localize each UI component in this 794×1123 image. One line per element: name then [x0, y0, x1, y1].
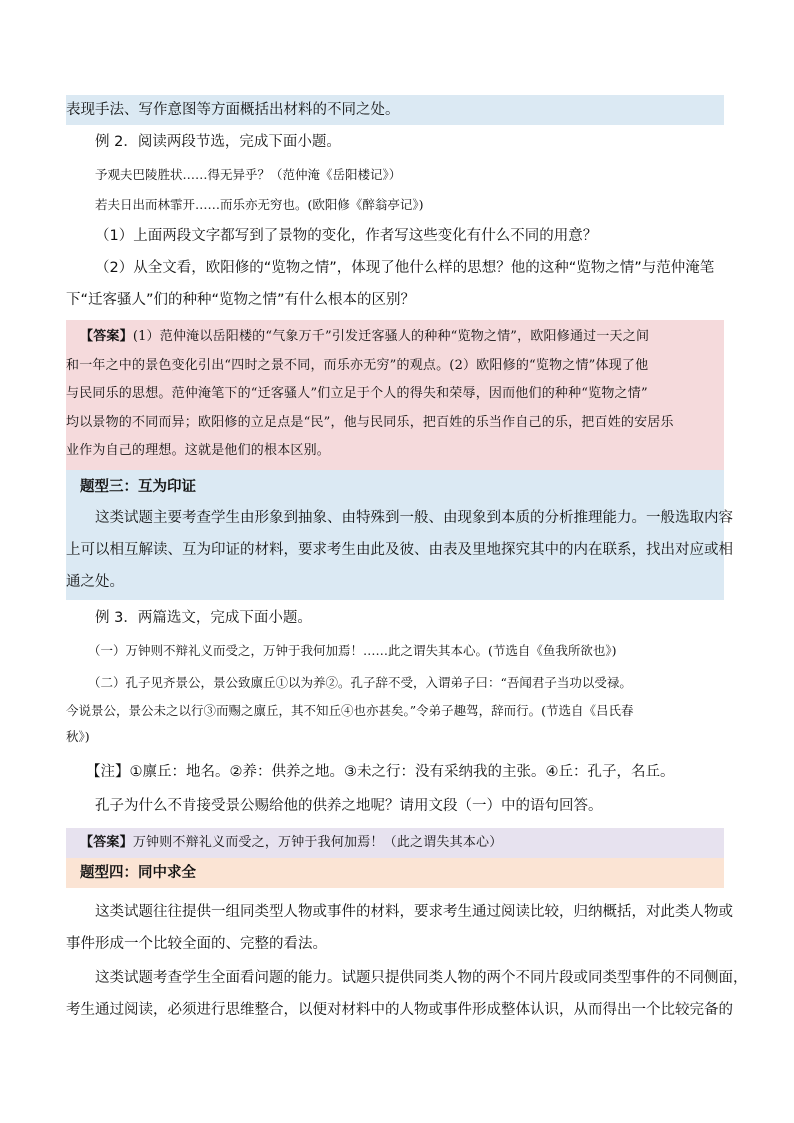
example-3-text-2-line-2: 今说景公，景公未之以行③而赐之廪丘，其不知丘④也亦甚矣。”令弟子趣驾，辞而行。(节选自《吕氏春 — [66, 702, 634, 718]
type-4-para-1-line-1: 这类试题往往提供一组同类型人物或事件的材料，要求考生通过阅读比较，归纳概括，对此类人物或 — [95, 903, 733, 920]
type-4-para-2-line-1: 这类试题考查学生全面看问题的能力。试题只提供同类人物的两个不同片段或同类型事件的不同侧面， — [95, 969, 748, 986]
answer-2-line-4: 均以景物的不同而异；欧阳修的立足点是“民”，他与民同乐，把百姓的乐当作自己的乐，把百姓的安居乐 — [66, 414, 674, 430]
example-3-text-2-line-3: 秋》) — [66, 728, 90, 744]
type-3-block — [66, 470, 733, 600]
intro-line: 表现手法、写作意图等方面概括出材料的不同之处。 — [66, 95, 724, 125]
example-2-title: 例 2．阅读两段节选，完成下面小题。 — [95, 134, 341, 150]
type-4-para-1-line-2: 事件形成一个比较全面的、完整的看法。 — [66, 935, 327, 952]
document-page — [66, 95, 748, 1024]
answer-2-line-5: 业作为自己的理想。这就是他们的根本区别。 — [66, 443, 331, 458]
answer-2-text-1: (1）范仲淹以岳阳楼的“气象万千”引发迁客骚人的种种“览物之情”，欧阳修通过一天之间 — [132, 329, 650, 344]
example-3-text-1: （一）万钟则不辩礼义而受之，万钟于我何加焉！……此之谓失其本心。(节选自《鱼我所欲也》) — [88, 642, 617, 658]
type-4-title: 题型四：同中求全 — [66, 858, 724, 888]
answer-3-block — [66, 828, 724, 858]
type-3-title: 题型三：互为印证 — [80, 478, 196, 495]
type-3-line-1: 这类试题主要考查学生由形象到抽象、由特殊到一般、由现象到本质的分析推理能力。一般选取内容 — [95, 509, 733, 526]
type-3-line-2: 上可以相互解读、互为印证的材料，要求考生由此及彼、由表及里地探究其中的内在联系，找出对应或相 — [66, 541, 733, 558]
answer-2-line-1 — [66, 323, 724, 352]
example-2-question-2-line-2: 下“迁客骚人”们的种种“览物之情”有什么根本的区别？ — [66, 292, 416, 308]
example-3-note: 【注】①廪丘：地名。②养：供养之地。③未之行：没有采纳我的主张。④丘：孔子，名丘。 — [86, 763, 675, 780]
example-3-question: 孔子为什么不肯接受景公赐给他的供养之地呢？请用文段（一）中的语句回答。 — [95, 797, 603, 814]
answer-3-tag: 【答案】 — [80, 834, 133, 850]
example-2-question-1: （1）上面两段文字都写到了景物的变化，作者写这些变化有什么不同的用意？ — [95, 228, 598, 244]
example-2-question-2-line-1: （2）从全文看，欧阳修的“览物之情”，体现了他什么样的思想？他的这种“览物之情”与范仲淹笔 — [95, 260, 715, 276]
type-4-para-2-line-2: 考生通过阅读，必须进行思维整合，以便对材料中的人物或事件形成整体认识，从而得出一个比较完备的 — [66, 1001, 733, 1018]
example-3-text-2-line-1: （二）孔子见齐景公，景公致廪丘①以为养②。孔子辞不受，入谓弟子曰：“吾闻君子当功以受禄。 — [88, 674, 632, 690]
example-3-title: 例 3．两篇选文，完成下面小题。 — [95, 609, 312, 626]
answer-2-line-3: 与民同乐的思想。范仲淹笔下的“迁客骚人”们立足于个人的得失和荣辱，因而他们的种种“览物之情” — [66, 386, 648, 401]
answer-2-tag: 【答案】 — [80, 329, 133, 344]
answer-2-block — [66, 320, 724, 470]
example-2-quote-2: 若夫日出而林霏开……而乐亦无穷也。(欧阳修《醉翁亭记》) — [95, 197, 424, 212]
example-2-quote-1: 予观夫巴陵胜状……得无异乎？（范仲淹《岳阳楼记》） — [95, 167, 402, 182]
answer-3-text: 万钟则不辩礼义而受之，万钟于我何加焉！（此之谓失其本心） — [132, 834, 503, 850]
answer-2-line-2: 和一年之中的景色变化引出“四时之景不同，而乐亦无穷”的观点。(2）欧阳修的“览物之情”体现了他 — [66, 357, 649, 373]
type-3-line-3: 通之处。 — [66, 573, 124, 590]
